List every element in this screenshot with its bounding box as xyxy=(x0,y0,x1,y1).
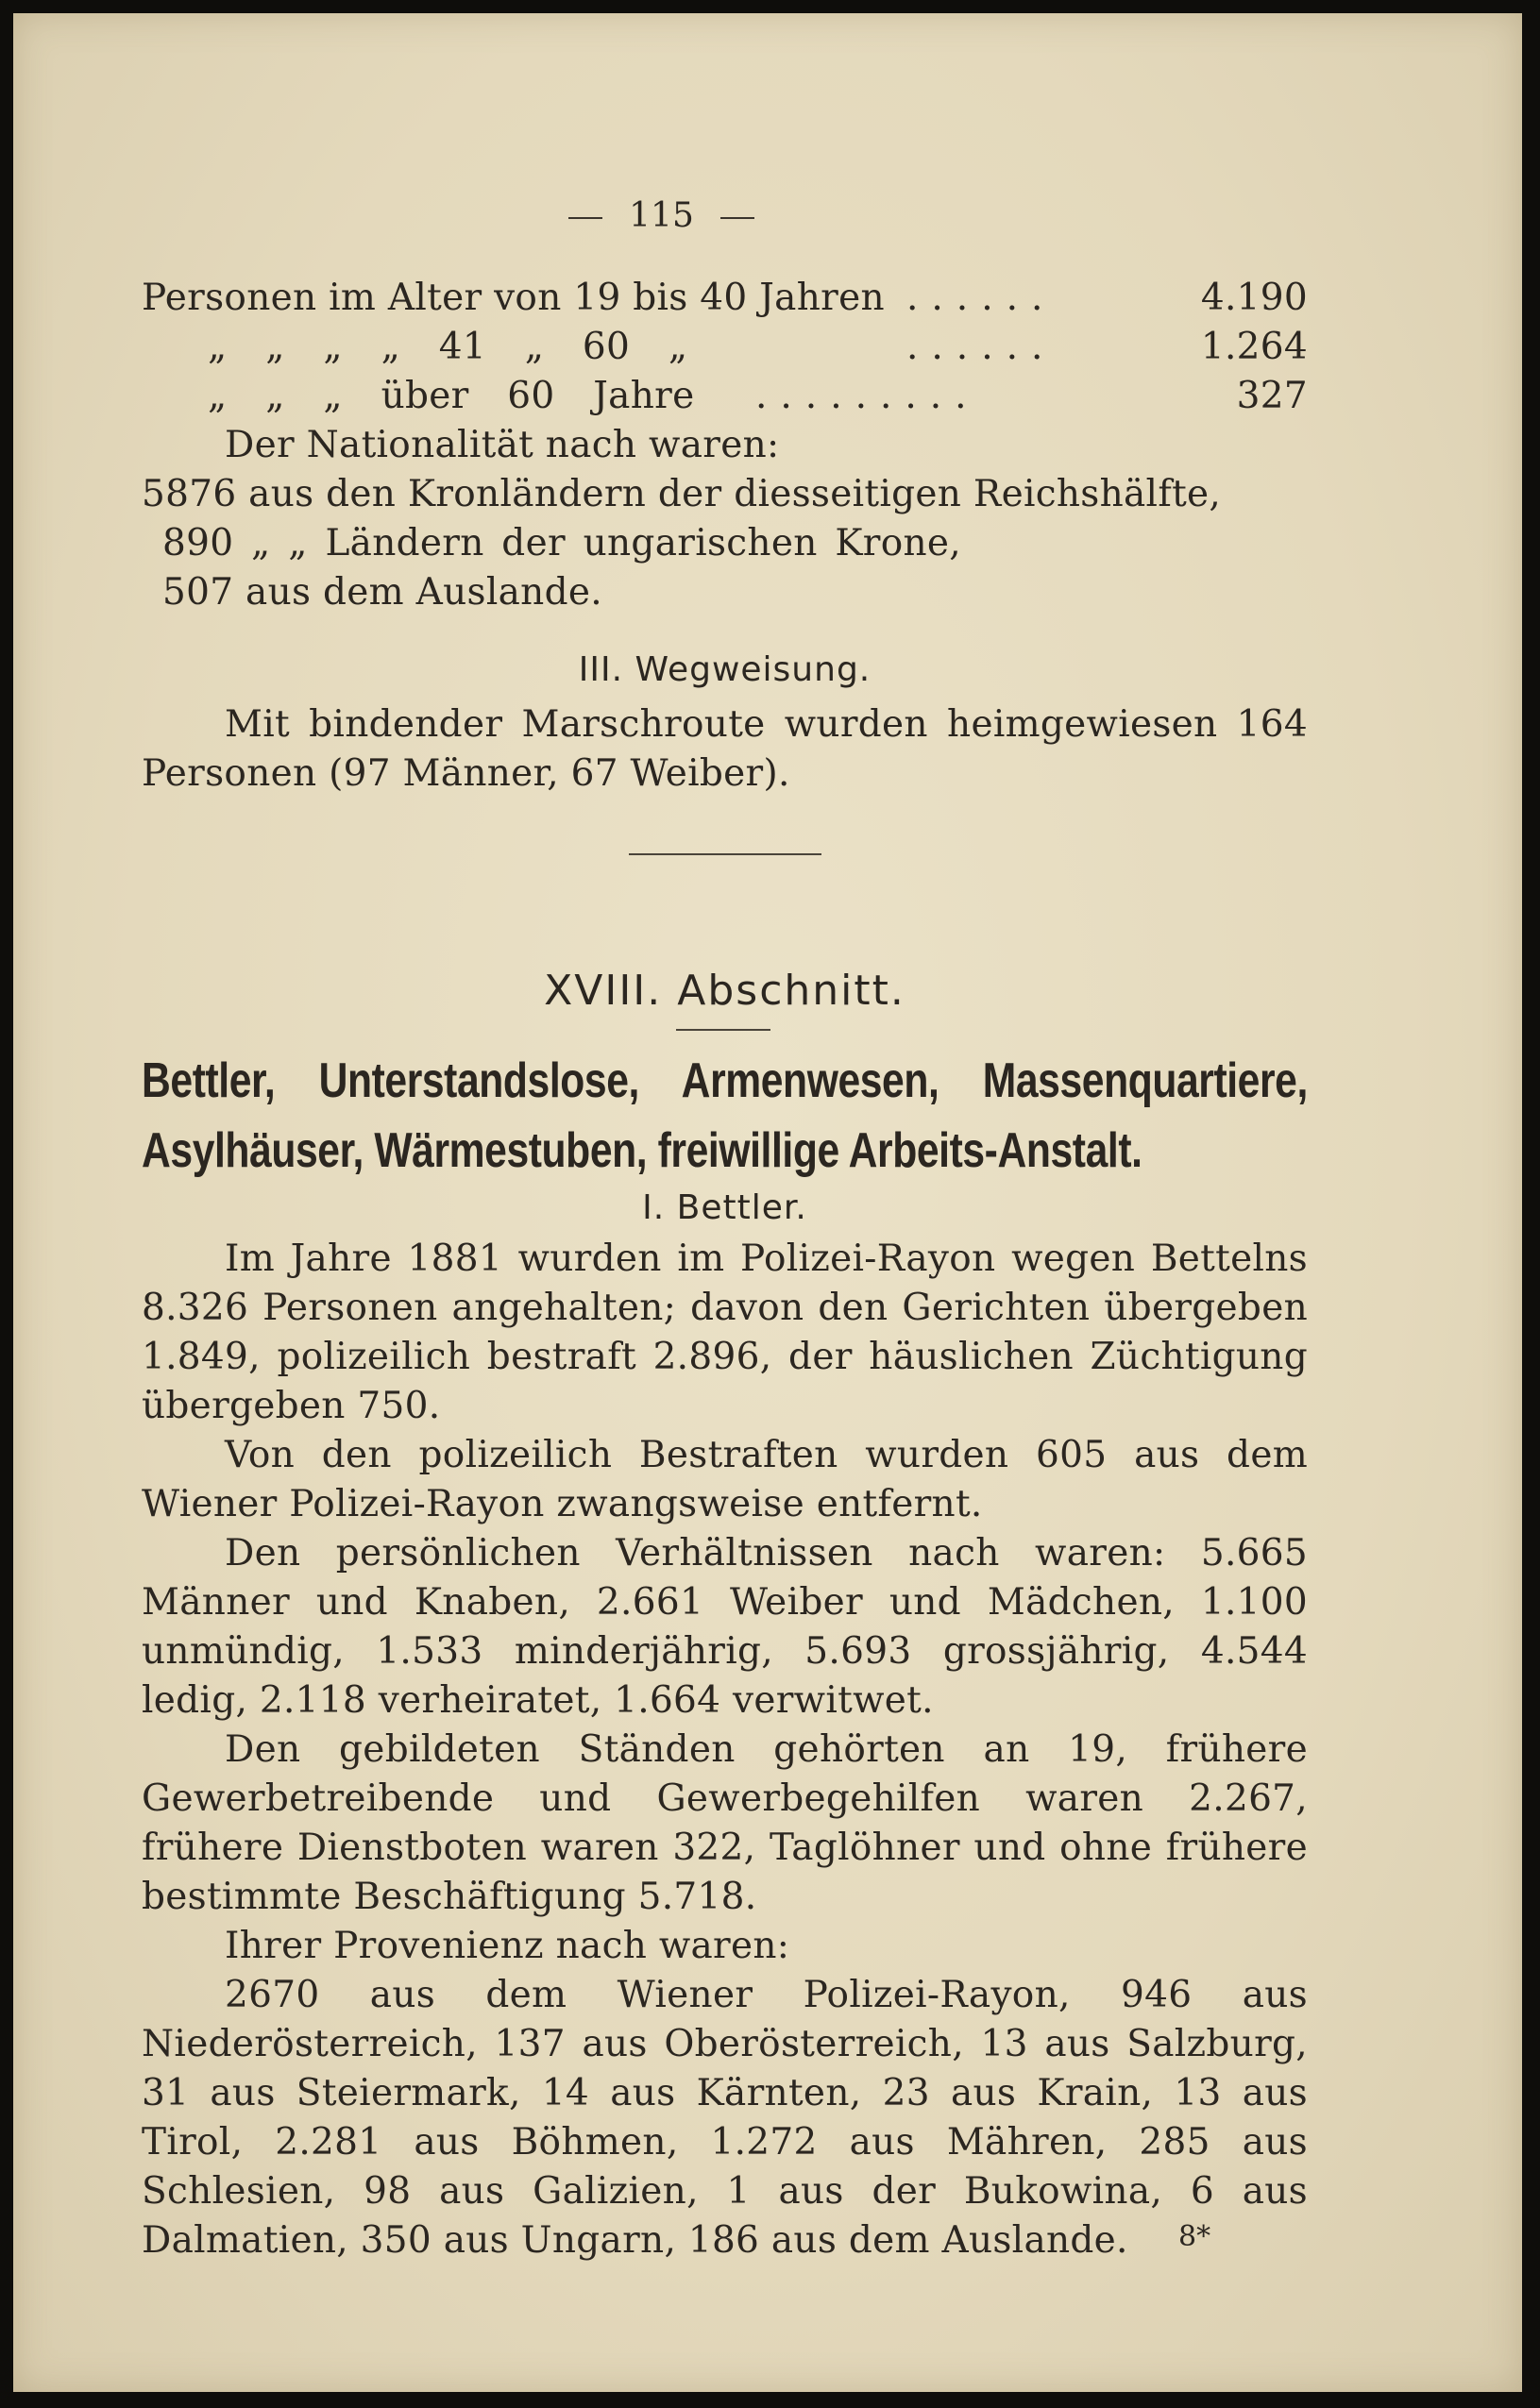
nationality-line: 890 „ „ Ländern der ungarischen Krone, xyxy=(162,522,961,564)
chapter-divider xyxy=(676,1029,770,1031)
nationality-line: 5876 aus den Kronländern der diesseitigen Reichshälfte, xyxy=(142,473,1222,515)
nationality-intro: Der Nationalität nach waren: xyxy=(225,424,780,466)
nationality-line: 507 aus dem Auslande. xyxy=(162,571,602,614)
dash-right xyxy=(720,217,754,219)
chapter-title: Bettler, Unterstandslose, Armenwesen, Massenquartiere, Asylhäuser, Wärmestuben, freiwillige Arbeits-Anstalt. xyxy=(142,1053,1308,1178)
nationality-block xyxy=(142,421,1308,617)
paragraph: Im Jahre 1881 wurden im Polizei-Rayon wegen Bettelns 8.326 Personen angehalten; davon den Gerichten übergeben 1.849, polizeilich bestraft 2.896, der häuslichen Züchtigung übergeben 750. xyxy=(142,1238,1308,1427)
dash-left xyxy=(568,217,602,219)
leader-dots: ...... xyxy=(906,326,1057,368)
leader-dots: ......... xyxy=(755,375,980,417)
chapter-title-wrap xyxy=(142,1046,1308,1186)
age-row: „ „ „ „ 41 „ 60 „ ...... 1.264 xyxy=(142,323,1308,372)
paragraph: Den gebildeten Ständen gehörten an 19, frühere Gewerbetreibende und Gewerbegehilfen waren 2.267, frühere Dienstboten waren 322, Taglöhner und ohne frühere bestimmte Beschäftigung 5.718. xyxy=(142,1728,1308,1918)
signature-mark: 8* xyxy=(1178,2220,1211,2253)
bettler-body xyxy=(142,1235,1308,2265)
leader-dots: ...... xyxy=(906,277,1057,319)
paragraph: Den persönlichen Verhältnissen nach waren: 5.665 Männer und Knaben, 2.661 Weiber und Mädchen, 1.100 unmündig, 1.533 minderjährig, 5.693 grossjährig, 4.544 ledig, 2.118 verheiratet, 1.664 verwitwet. xyxy=(142,1532,1308,1722)
chapter-label: XVIII. Abschnitt. xyxy=(544,967,905,1015)
age-row: Personen im Alter von 19 bis 40 Jahren ...... 4.190 xyxy=(142,274,1308,323)
wegweisung-paragraph: Mit bindender Marschroute wurden heimgewiesen 164 Personen (97 Männer, 67 Weiber). xyxy=(142,703,1308,795)
age-row: „ „ „ über 60 Jahre ......... 327 xyxy=(142,372,1308,421)
section-divider xyxy=(629,853,821,855)
paragraph: 2670 aus dem Wiener Polizei-Rayon, 946 aus Niederösterreich, 137 aus Oberösterreich, 13 aus Salzburg, 31 aus Steiermark, 14 aus Kärnten, 23 aus Krain, 13 aus Tirol, 2.281 aus Böhmen, 1.272 aus Mähren, 285 aus Schlesien, 98 aus Galizien, 1 aus der Bukowina, 6 aus Dalmatien, 350 aus Ungarn, 186 aus dem Auslande. xyxy=(142,1974,1308,2262)
section-heading-wegweisung: III. Wegweisung. xyxy=(578,650,872,689)
age-table xyxy=(142,274,1308,425)
paragraph: Von den polizeilich Bestraften wurden 605 aus dem Wiener Polizei-Rayon zwangsweise entfernt. xyxy=(142,1434,1308,1525)
section-heading-bettler: I. Bettler. xyxy=(642,1188,807,1227)
page-number: 115 xyxy=(0,196,1431,235)
paragraph: Ihrer Provenienz nach waren: xyxy=(225,1925,790,1967)
